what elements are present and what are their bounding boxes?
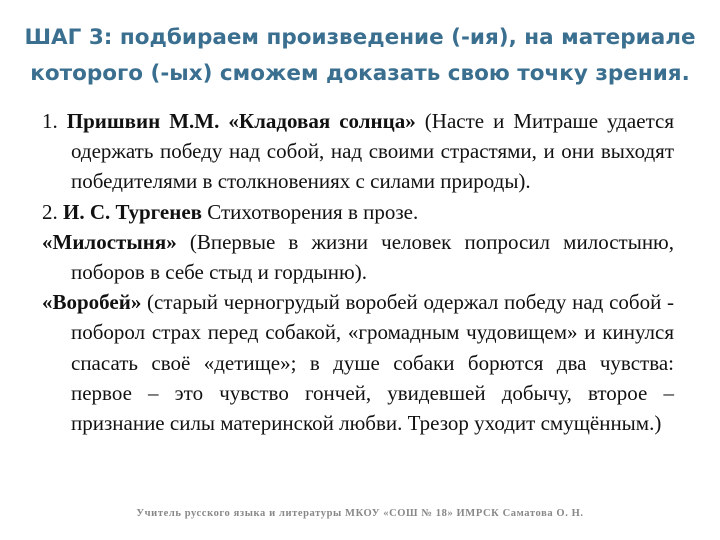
title-line-2: которого (-ых) сможем доказать свою точку зрения. <box>30 61 690 86</box>
list-item-vorobey <box>42 287 674 438</box>
item-number: 1. <box>42 109 58 133</box>
footer-credit: Учитель русского языка и литературы МКОУ «СОШ № 18» ИМРСК Саматова О. Н. <box>136 508 584 519</box>
work-description: (старый черногрудый воробей одержал победу над собой - поборол страх перед собакой, «громадным чудовищем» и кинулся спасать своё «детище»; в душе собаки борются два чувства: первое – это чувство гончей, увидевшей добычу, второе – признание силы материнской любви. Трезор уходит смущённым.) <box>71 290 674 436</box>
work-title: «Воробей» <box>42 290 142 315</box>
list-item-prishvin <box>42 106 674 197</box>
author-name: И. С. Тургенев <box>63 199 202 224</box>
work-description: (Насте и Митраше удается одержать победу над собой, над своими страстями, и они выходят победителями в столкновениях с силами природы). <box>71 109 674 194</box>
work-title: «Милостыня» <box>42 229 177 254</box>
author-name: Пришвин М.М. <box>66 109 220 133</box>
list-item-milostynya <box>42 227 674 287</box>
slide-title <box>0 20 720 92</box>
item-number: 2. <box>42 199 58 224</box>
slide-body <box>42 106 674 438</box>
work-title: «Кладовая солнца» <box>228 109 416 133</box>
title-line-1: ШАГ 3: подбираем произведение (-ия), на материале <box>24 25 696 50</box>
work-description: (Впервые в жизни человек попросил милостыню, поборов в себе стыд и гордыню). <box>71 229 674 285</box>
collection-title: Стихотворения в прозе. <box>207 199 419 224</box>
list-item-turgenev <box>42 197 674 227</box>
